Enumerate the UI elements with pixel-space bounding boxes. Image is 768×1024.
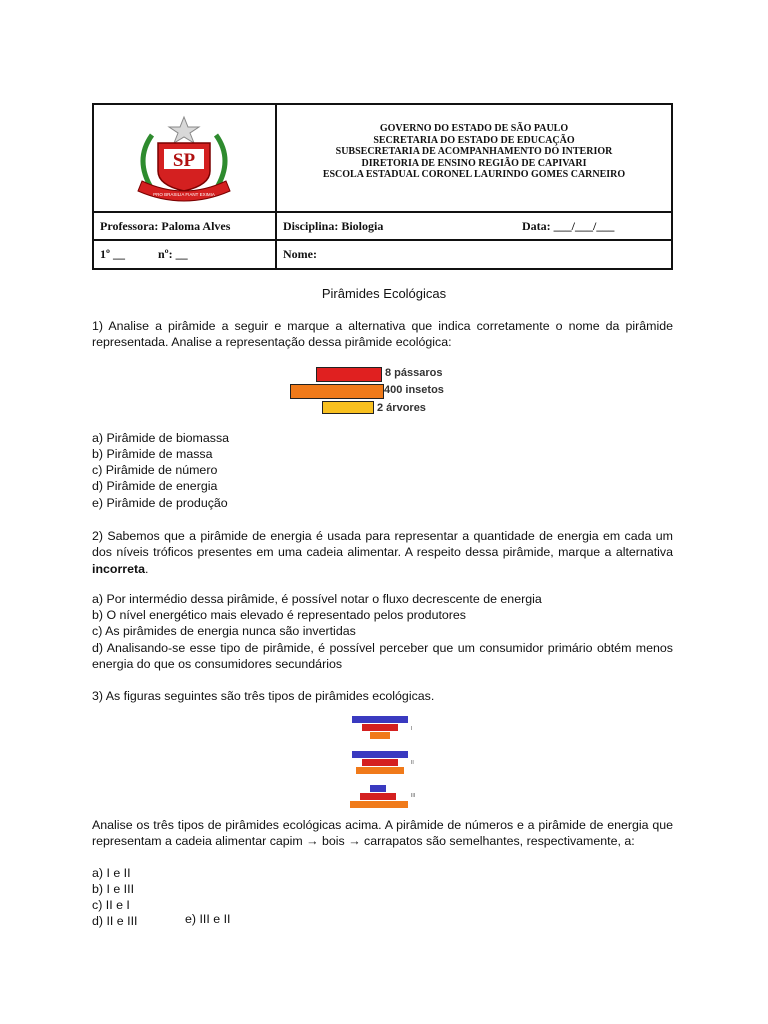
q2-prompt-end: . bbox=[145, 561, 149, 576]
q3-pyramid-3-top-bar bbox=[370, 785, 386, 792]
school-header bbox=[92, 103, 673, 270]
q3-pyramid-1-top-bar bbox=[352, 716, 408, 723]
logo-motto: PRO BRASILIA FIANT EXIMIA bbox=[153, 192, 215, 197]
q1-prompt: 1) Analise a pirâmide a seguir e marque a alternativa que indica corretamente o nome da pirâmide representada. Analise a representação dessa pirâmide ecológica: bbox=[92, 319, 673, 350]
worksheet-title: Pirâmides Ecológicas bbox=[321, 286, 447, 301]
institution-line: DIRETORIA DE ENSINO REGIÃO DE CAPIVARI bbox=[361, 157, 587, 169]
q2-option-b[interactable]: b) O nível energético mais elevado é representado pelos produtores bbox=[92, 608, 467, 622]
q1-option-c[interactable]: c) Pirâmide de número bbox=[92, 463, 218, 477]
q1-level-birds-bar bbox=[316, 367, 382, 382]
number-field[interactable]: nº: __ bbox=[158, 247, 188, 261]
q3-option-b[interactable]: b) I e III bbox=[92, 882, 135, 896]
q3-option-c[interactable]: c) II e I bbox=[92, 898, 130, 912]
logo-cell bbox=[94, 105, 277, 211]
q2-option-d[interactable]: d) Analisando-se esse tipo de pirâmide, é possível perceber que um consumidor primário obtém menos energia do que os consumidores secundários bbox=[92, 641, 673, 672]
logo-letters: SP bbox=[172, 150, 196, 171]
q1-option-a[interactable]: a) Pirâmide de biomassa bbox=[92, 431, 230, 445]
q3-option-d[interactable]: d) II e III bbox=[92, 914, 138, 928]
q1-option-e[interactable]: e) Pirâmide de produção bbox=[92, 496, 228, 510]
q1-level-trees-label: 2 árvores bbox=[377, 402, 426, 414]
header-student-row bbox=[94, 241, 671, 268]
q3-prompt: 3) As figuras seguintes são três tipos de pirâmides ecológicas. bbox=[92, 689, 435, 703]
discipline-field: Disciplina: Biologia bbox=[283, 219, 384, 233]
q2-option-a[interactable]: a) Por intermédio dessa pirâmide, é possível notar o fluxo decrescente de energia bbox=[92, 592, 542, 606]
grade-field[interactable]: 1º __ bbox=[100, 247, 125, 261]
q1-level-insects-bar bbox=[290, 384, 384, 399]
q3-pyramid-1-base-bar bbox=[370, 732, 390, 739]
date-field[interactable]: Data: ___/___/___ bbox=[522, 219, 615, 233]
q3-option-a[interactable]: a) I e II bbox=[92, 866, 131, 880]
q1-level-birds-label: 8 pássaros bbox=[385, 367, 443, 379]
q1-pyramid-figure bbox=[290, 362, 480, 420]
q3-pyramid-3-numeral: III bbox=[411, 793, 416, 799]
q1-level-insects-label: 400 insetos bbox=[384, 384, 444, 396]
q2-prompt bbox=[92, 528, 673, 577]
institution-line: GOVERNO DO ESTADO DE SÃO PAULO bbox=[379, 123, 569, 134]
q3-pyramid-2-base-bar bbox=[356, 767, 404, 774]
q3-pyramid-2-numeral: II bbox=[411, 760, 414, 766]
header-divider bbox=[275, 213, 277, 268]
header-top-row bbox=[94, 105, 671, 213]
q1-option-d[interactable]: d) Pirâmide de energia bbox=[92, 479, 218, 493]
q3-pyramid-2-middle-bar bbox=[362, 759, 398, 766]
q3-pyramid-1-middle-bar bbox=[362, 724, 398, 731]
institution-line: SUBSECRETARIA DE ACOMPANHAMENTO DO INTERIOR bbox=[335, 146, 613, 158]
q2-prompt-emphasis: incorreta bbox=[92, 561, 146, 576]
q3-pyramids-figure bbox=[350, 716, 420, 808]
sp-state-coat-of-arms-logo bbox=[94, 105, 275, 211]
q1-level-trees-bar bbox=[322, 401, 374, 414]
q3-pyramid-2-top-bar bbox=[352, 751, 408, 758]
q3-analysis: Analise os três tipos de pirâmides ecológicas acima. A pirâmide de números e a pirâmide de energia que representam a cadeia alimentar capim → bois → carrapatos são semelhantes, respectivamente, a: bbox=[92, 818, 673, 849]
q3-pyramid-3-middle-bar bbox=[360, 793, 396, 800]
q2-option-c[interactable]: c) As pirâmides de energia nunca são invertidas bbox=[92, 624, 356, 638]
q3-option-e[interactable]: e) III e II bbox=[185, 912, 231, 926]
institution-line: SECRETARIA DO ESTADO DE EDUCAÇÃO bbox=[373, 134, 575, 146]
professor-field: Professora: Paloma Alves bbox=[100, 219, 231, 233]
name-field[interactable]: Nome: bbox=[283, 247, 317, 261]
q2-prompt-text: 2) Sabemos que a pirâmide de energia é usada para representar a quantidade de energia em cada um dos níveis tróficos presentes em uma cadeia alimentar. A respeito dessa pirâmide, marque a alternativa bbox=[92, 529, 673, 560]
header-info-row bbox=[94, 213, 671, 241]
institution-block bbox=[277, 123, 671, 181]
q3-pyramid-3-base-bar bbox=[350, 801, 408, 808]
institution-line: ESCOLA ESTADUAL CORONEL LAURINDO GOMES CARNEIRO bbox=[322, 169, 626, 181]
q3-pyramid-1-numeral: I bbox=[411, 726, 413, 732]
q1-option-b[interactable]: b) Pirâmide de massa bbox=[92, 447, 213, 461]
